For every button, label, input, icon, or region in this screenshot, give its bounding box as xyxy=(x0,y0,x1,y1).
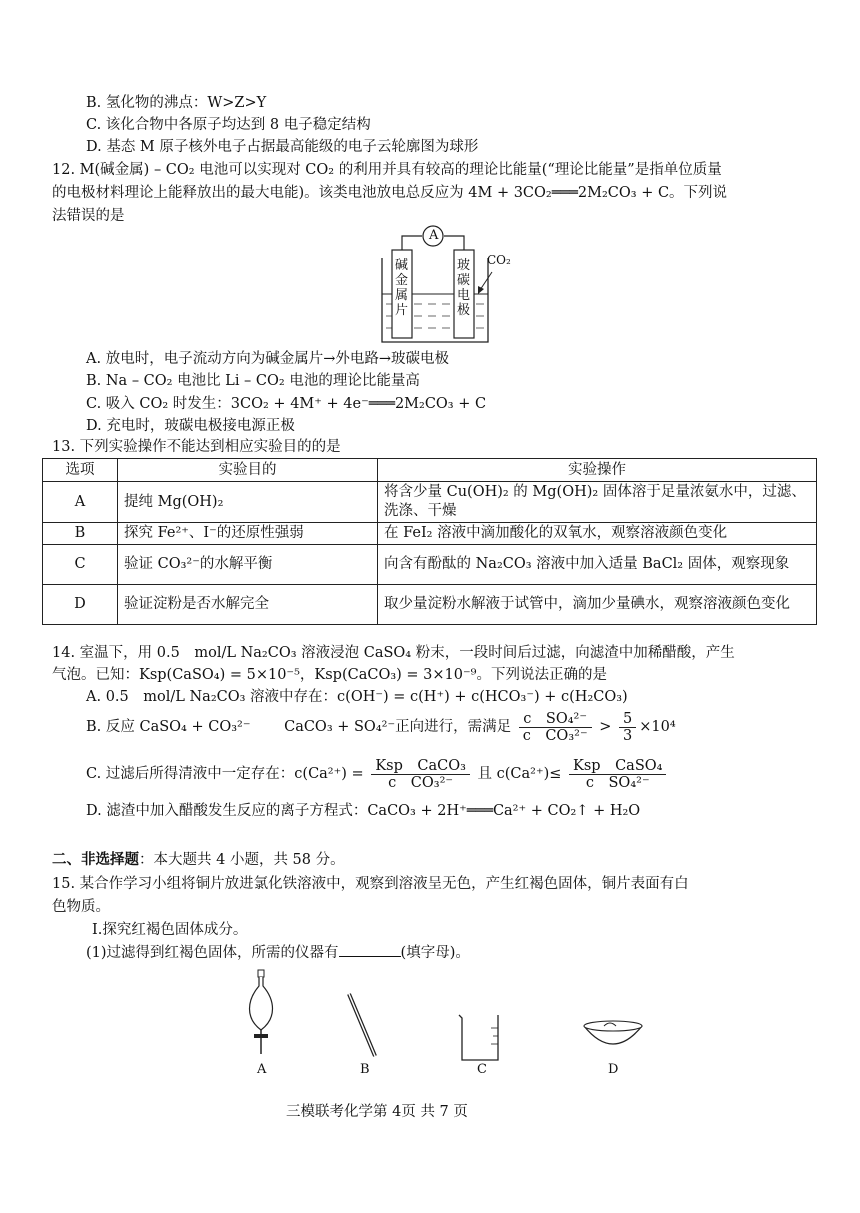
section-heading xyxy=(52,850,345,870)
apparatus-label-d: D xyxy=(608,1062,619,1077)
left-electrode-label: 碱 金 属 片 xyxy=(395,258,409,318)
q11-option-c: C. 该化合物中各原子均达到 8 电子稳定结构 xyxy=(86,117,371,133)
answer-blank[interactable] xyxy=(339,942,401,957)
q12-option-b: B. Na – CO₂ 电池比 Li – CO₂ 电池的理论比能量高 xyxy=(86,373,420,389)
row-purpose: 验证 CO₃²⁻的水解平衡 xyxy=(118,545,378,585)
row-operation: 取少量淀粉水解液于试管中，滴加少量碘水，观察溶液颜色变化 xyxy=(378,585,817,625)
fraction: $\frac{\text{Ksp CaSO₄}}{\text{c SO₄²⁻}}$ xyxy=(569,758,666,791)
row-purpose: 验证淀粉是否水解完全 xyxy=(118,585,378,625)
q14-option-d: D. 滤渣中加入醋酸发生反应的离子方程式：CaCO₃ + 2H⁺═══Ca²⁺ + CO₂↑ + H₂O xyxy=(86,803,641,819)
row-option: A xyxy=(43,482,118,523)
table-header-row xyxy=(43,459,817,482)
q12-stem-line3: 法错误的是 xyxy=(52,208,125,224)
table-row xyxy=(43,585,817,625)
q14-stem-line2: 气泡。已知：Ksp(CaSO₄) = 5×10⁻⁵，Ksp(CaCO₃) = 3×10⁻⁹。下列说法正确的是 xyxy=(52,667,607,683)
header-purpose: 实验目的 xyxy=(118,459,378,482)
right-electrode-label: 玻 碳 电 极 xyxy=(457,258,471,318)
q14-option-c: C. 过滤后所得清液中一定存在：c(Ca²⁺) = $\frac{\text{Ksp CaCO₃}}{\text{c CO₃²⁻}}$ 且 c(Ca²⁺)≤ $\frac{\text{Ksp CaSO₄}}{\text{c SO₄²⁻}}$ xyxy=(86,757,669,791)
q12-stem-line2: 的电极材料理论上能释放出的最大电能)。该类电池放电总反应为 4M + 3CO₂═══2M₂CO₃ + C。下列说 xyxy=(52,185,728,201)
glass-rod-icon xyxy=(345,992,385,1062)
row-option: B xyxy=(43,523,118,545)
row-purpose: 提纯 Mg(OH)₂ xyxy=(118,482,378,523)
q13-stem: 13. 下列实验操作不能达到相应实验目的的是 xyxy=(52,439,341,455)
q14-option-a: A. 0.5 mol/L Na₂CO₃ 溶液中存在：c(OH⁻) = c(H⁺) + c(HCO₃⁻) + c(H₂CO₃) xyxy=(86,689,628,705)
battery-diagram xyxy=(370,220,530,350)
fraction: $\frac{\text{c SO₄²⁻}}{\text{c CO₃²⁻}}$ xyxy=(519,711,592,744)
q12-option-c: C. 吸入 CO₂ 时发生：3CO₂ + 4M⁺ + 4e⁻═══2M₂CO₃ + C xyxy=(86,396,487,412)
q12-option-a: A. 放电时，电子流动方向为碱金属片→外电路→玻碳电极 xyxy=(86,351,449,367)
page-footer: 三模联考化学第 4页 共 7 页 xyxy=(286,1104,468,1120)
row-option: C xyxy=(43,545,118,585)
q14-option-b: B. 反应 CaSO₄ + CO₃²⁻ CaCO₃ + SO₄²⁻正向进行，需满足 $\frac{\text{c SO₄²⁻}}{\text{c CO₃²⁻}}$ > $\frac{5}{3}$ ×10⁴ xyxy=(86,710,676,744)
table-row xyxy=(43,545,817,585)
fraction: $\frac{5}{3}$ xyxy=(619,711,636,744)
q15-stem-line2: 色物质。 xyxy=(52,899,110,915)
separatory-funnel-icon xyxy=(242,968,282,1058)
ammeter-label: A xyxy=(429,228,439,243)
table-row xyxy=(43,523,817,545)
header-option: 选项 xyxy=(43,459,118,482)
row-purpose: 探究 Fe²⁺、I⁻的还原性强弱 xyxy=(118,523,378,545)
evaporating-dish-icon xyxy=(580,1016,646,1056)
fraction: $\frac{\text{Ksp CaCO₃}}{\text{c CO₃²⁻}}$ xyxy=(371,758,470,791)
q11-option-b: B. 氢化物的沸点：W>Z>Y xyxy=(86,95,267,111)
co2-label: CO₂ xyxy=(487,253,511,267)
q15-sub1: (1)过滤得到红褐色固体，所需的仪器有 (填字母)。 xyxy=(86,942,470,963)
q12-stem-line1: 12. M(碱金属) – CO₂ 电池可以实现对 CO₂ 的利用并具有较高的理论比能量(“理论比能量”是指单位质量 xyxy=(52,162,722,178)
q15-part1: Ⅰ.探究红褐色固体成分。 xyxy=(92,922,248,938)
section-desc: ：本大题共 4 小题，共 58 分。 xyxy=(139,852,345,868)
section-title: 二、非选择题 xyxy=(52,852,139,868)
table-row xyxy=(43,482,817,523)
row-option: D xyxy=(43,585,118,625)
q15-stem-line1: 15. 某合作学习小组将铜片放进氯化铁溶液中，观察到溶液呈无色，产生红褐色固体，铜片表面有白 xyxy=(52,876,689,892)
apparatus-label-a: A xyxy=(257,1062,267,1077)
row-operation: 在 FeI₂ 溶液中滴加酸化的双氧水，观察溶液颜色变化 xyxy=(378,523,817,545)
row-operation: 将含少量 Cu(OH)₂ 的 Mg(OH)₂ 固体溶于足量浓氨水中，过滤、洗涤、干燥 xyxy=(378,482,817,523)
q13-table xyxy=(42,458,817,625)
row-operation: 向含有酚酞的 Na₂CO₃ 溶液中加入适量 BaCl₂ 固体，观察现象 xyxy=(378,545,817,585)
q14-stem-line1: 14. 室温下，用 0.5 mol/L Na₂CO₃ 溶液浸泡 CaSO₄ 粉末，一段时间后过滤，向滤渣中加稀醋酸，产生 xyxy=(52,645,735,661)
apparatus-label-b: B xyxy=(360,1062,370,1077)
q11-option-d: D. 基态 M 原子核外电子占据最高能级的电子云轮廓图为球形 xyxy=(86,139,479,155)
beaker-icon xyxy=(455,1012,505,1064)
apparatus-label-c: C xyxy=(477,1062,487,1077)
header-operation: 实验操作 xyxy=(378,459,817,482)
q12-option-d: D. 充电时，玻碳电极接电源正极 xyxy=(86,418,295,434)
